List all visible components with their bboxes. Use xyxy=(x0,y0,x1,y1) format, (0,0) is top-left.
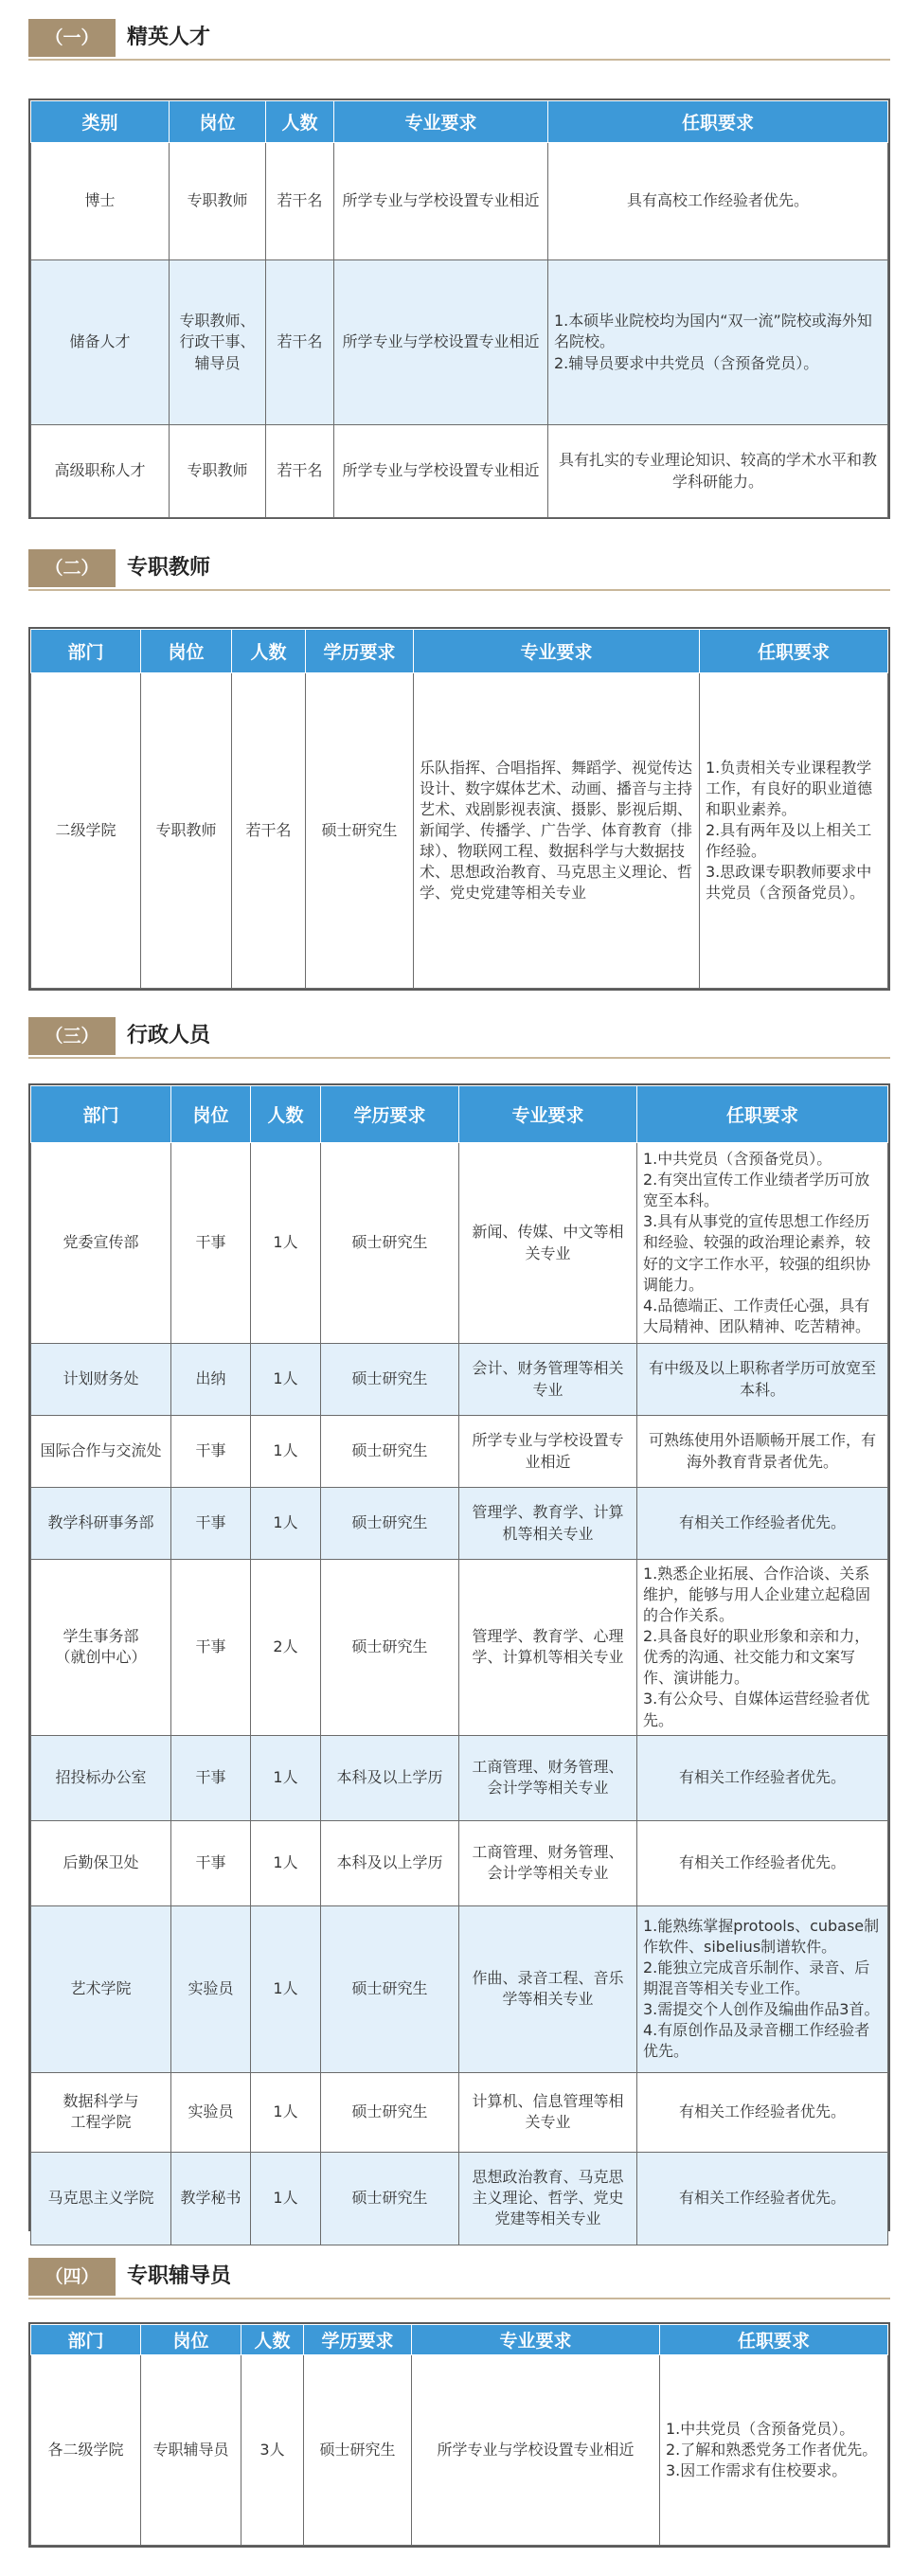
cell: 干事 xyxy=(171,1735,251,1820)
section-tag: （三） xyxy=(28,1017,116,1055)
col-header: 人数 xyxy=(232,630,306,673)
cell: 硕士研究生 xyxy=(306,673,414,989)
col-header: 学历要求 xyxy=(321,1086,459,1143)
cell: 数据科学与 工程学院 xyxy=(31,2072,171,2152)
cell: 干事 xyxy=(171,1820,251,1905)
cell: 管理学、教育学、心理学、计算机等相关专业 xyxy=(459,1560,637,1736)
cell: 招投标办公室 xyxy=(31,1735,171,1820)
cell: 1.负责相关专业课程教学工作，有良好的职业道德和职业素养。 2.具有两年及以上相关工作经验。 3.思政课专职教师要求中共党员（含预备党员）。 xyxy=(700,673,888,989)
cell: 硕士研究生 xyxy=(321,1560,459,1736)
cell: 干事 xyxy=(171,1560,251,1736)
col-header: 专业要求 xyxy=(414,630,700,673)
col-header: 任职要求 xyxy=(700,630,888,673)
col-header: 岗位 xyxy=(170,101,266,143)
section-teacher-header xyxy=(28,549,890,591)
cell: 本科及以上学历 xyxy=(321,1820,459,1905)
col-header: 人数 xyxy=(251,1086,321,1143)
cell: 硕士研究生 xyxy=(304,2355,412,2546)
cell: 1人 xyxy=(251,1416,321,1488)
table-row xyxy=(31,1344,888,1416)
cell: 硕士研究生 xyxy=(321,1416,459,1488)
cell: 1人 xyxy=(251,1143,321,1344)
cell: 专职辅导员 xyxy=(141,2355,241,2546)
table-row xyxy=(31,425,888,518)
col-header: 专业要求 xyxy=(334,101,548,143)
cell: 乐队指挥、合唱指挥、舞蹈学、视觉传达设计、数字媒体艺术、动画、播音与主持艺术、戏剧影视表演、摄影、影视后期、新闻学、传播学、广告学、体育教育（排球）、物联网工程、数据科学与大数据技术、思想政治教育、马克思主义理论、哲学、党史党建等相关专业 xyxy=(414,673,700,989)
cell: 有相关工作经验者优先。 xyxy=(637,2152,888,2245)
cell: 若干名 xyxy=(266,143,334,260)
col-header: 任职要求 xyxy=(660,2325,888,2355)
col-header: 专业要求 xyxy=(412,2325,660,2355)
col-header: 部门 xyxy=(31,2325,141,2355)
table-row xyxy=(31,1488,888,1560)
col-header: 专业要求 xyxy=(459,1086,637,1143)
cell: 工商管理、财务管理、会计学等相关专业 xyxy=(459,1820,637,1905)
col-header: 任职要求 xyxy=(548,101,888,143)
cell: 可熟练使用外语顺畅开展工作，有海外教育背景者优先。 xyxy=(637,1416,888,1488)
cell: 所学专业与学校设置专业相近 xyxy=(412,2355,660,2546)
cell: 所学专业与学校设置专业相近 xyxy=(334,260,548,425)
cell: 有中级及以上职称者学历可放宽至本科。 xyxy=(637,1344,888,1416)
cell: 1.中共党员（含预备党员）。 2.了解和熟悉党务工作者优先。 3.因工作需求有住校要求。 xyxy=(660,2355,888,2546)
cell: 各二级学院 xyxy=(31,2355,141,2546)
cell: 后勤保卫处 xyxy=(31,1820,171,1905)
cell: 教学科研事务部 xyxy=(31,1488,171,1560)
cell: 计算机、信息管理等相关专业 xyxy=(459,2072,637,2152)
cell: 干事 xyxy=(171,1143,251,1344)
section-title: 行政人员 xyxy=(127,1024,211,1047)
col-header: 部门 xyxy=(31,630,141,673)
cell: 1人 xyxy=(251,1488,321,1560)
cell: 作曲、录音工程、音乐学等相关专业 xyxy=(459,1905,637,2072)
cell: 教学秘书 xyxy=(171,2152,251,2245)
section-admin-header xyxy=(28,1017,890,1059)
cell: 硕士研究生 xyxy=(321,1905,459,2072)
elite-table xyxy=(28,98,890,519)
cell: 博士 xyxy=(31,143,170,260)
cell: 计划财务处 xyxy=(31,1344,171,1416)
col-header: 人数 xyxy=(266,101,334,143)
cell: 1.本硕毕业院校均为国内“双一流”院校或海外知名院校。 2.辅导员要求中共党员（含预备党员）。 xyxy=(548,260,888,425)
cell: 有相关工作经验者优先。 xyxy=(637,2072,888,2152)
cell: 所学专业与学校设置专业相近 xyxy=(334,425,548,518)
cell: 有相关工作经验者优先。 xyxy=(637,1488,888,1560)
cell: 马克思主义学院 xyxy=(31,2152,171,2245)
cell: 硕士研究生 xyxy=(321,1143,459,1344)
cell: 实验员 xyxy=(171,2072,251,2152)
admin-table xyxy=(28,1083,890,2231)
section-divider xyxy=(28,1057,890,1059)
col-header: 学历要求 xyxy=(304,2325,412,2355)
cell: 1.能熟练掌握protools、cubase制作软件、sibelius制谱软件。 2.能独立完成音乐制作、录音、后期混音等相关专业工作。 3.需提交个人创作及编曲作品3首。 4.有原创作品及录音棚工作经验者优先。 xyxy=(637,1905,888,2072)
cell: 若干名 xyxy=(232,673,306,989)
cell: 国际合作与交流处 xyxy=(31,1416,171,1488)
cell: 1人 xyxy=(251,1735,321,1820)
table-row xyxy=(31,2355,888,2546)
col-header: 岗位 xyxy=(171,1086,251,1143)
table-row xyxy=(31,2072,888,2152)
cell: 1人 xyxy=(251,2152,321,2245)
col-header: 任职要求 xyxy=(637,1086,888,1143)
cell: 1人 xyxy=(251,1905,321,2072)
section-title: 专职辅导员 xyxy=(127,2264,232,2288)
cell: 储备人才 xyxy=(31,260,170,425)
section-elite-header xyxy=(28,19,890,61)
counselor-table xyxy=(28,2322,890,2548)
col-header: 类别 xyxy=(31,101,170,143)
table-row xyxy=(31,2152,888,2245)
section-title: 专职教师 xyxy=(127,556,211,580)
cell: 所学专业与学校设置专业相近 xyxy=(459,1416,637,1488)
section-divider xyxy=(28,2298,890,2299)
teacher-table xyxy=(28,627,890,991)
cell: 硕士研究生 xyxy=(321,1488,459,1560)
cell: 新闻、传媒、中文等相关专业 xyxy=(459,1143,637,1344)
cell: 若干名 xyxy=(266,425,334,518)
table-row xyxy=(31,1905,888,2072)
cell: 有相关工作经验者优先。 xyxy=(637,1735,888,1820)
table-row xyxy=(31,1416,888,1488)
cell: 3人 xyxy=(241,2355,304,2546)
section-divider xyxy=(28,589,890,591)
col-header: 人数 xyxy=(241,2325,304,2355)
cell: 学生事务部 （就创中心） xyxy=(31,1560,171,1736)
cell: 有相关工作经验者优先。 xyxy=(637,1820,888,1905)
section-title: 精英人才 xyxy=(127,26,211,49)
cell: 实验员 xyxy=(171,1905,251,2072)
cell: 高级职称人才 xyxy=(31,425,170,518)
cell: 专职教师、行政干事、辅导员 xyxy=(170,260,266,425)
cell: 思想政治教育、马克思主义理论、哲学、党史党建等相关专业 xyxy=(459,2152,637,2245)
cell: 所学专业与学校设置专业相近 xyxy=(334,143,548,260)
cell: 干事 xyxy=(171,1488,251,1560)
section-counselor-header xyxy=(28,2258,890,2299)
section-divider xyxy=(28,59,890,61)
cell: 出纳 xyxy=(171,1344,251,1416)
section-tag: （一） xyxy=(28,19,116,57)
cell: 1.熟悉企业拓展、合作洽谈、关系维护，能够与用人企业建立起稳固的合作关系。 2.具备良好的职业形象和亲和力，优秀的沟通、社交能力和文案写作、演讲能力。 3.有公众号、自媒体运营经验者优先。 xyxy=(637,1560,888,1736)
cell: 具有扎实的专业理论知识、较高的学术水平和教学科研能力。 xyxy=(548,425,888,518)
table-row xyxy=(31,143,888,260)
cell: 2人 xyxy=(251,1560,321,1736)
cell: 专职教师 xyxy=(141,673,232,989)
section-tag: （二） xyxy=(28,549,116,587)
cell: 硕士研究生 xyxy=(321,1344,459,1416)
cell: 干事 xyxy=(171,1416,251,1488)
cell: 专职教师 xyxy=(170,143,266,260)
cell: 若干名 xyxy=(266,260,334,425)
cell: 本科及以上学历 xyxy=(321,1735,459,1820)
table-row xyxy=(31,1820,888,1905)
col-header: 岗位 xyxy=(141,2325,241,2355)
cell: 艺术学院 xyxy=(31,1905,171,2072)
cell: 管理学、教育学、计算机等相关专业 xyxy=(459,1488,637,1560)
table-row xyxy=(31,1143,888,1344)
cell: 工商管理、财务管理、会计学等相关专业 xyxy=(459,1735,637,1820)
col-header: 学历要求 xyxy=(306,630,414,673)
table-row xyxy=(31,1735,888,1820)
table-row xyxy=(31,260,888,425)
cell: 专职教师 xyxy=(170,425,266,518)
cell: 具有高校工作经验者优先。 xyxy=(548,143,888,260)
cell: 硕士研究生 xyxy=(321,2072,459,2152)
table-row xyxy=(31,673,888,989)
col-header: 部门 xyxy=(31,1086,171,1143)
cell: 1人 xyxy=(251,1820,321,1905)
cell: 硕士研究生 xyxy=(321,2152,459,2245)
col-header: 岗位 xyxy=(141,630,232,673)
cell: 党委宣传部 xyxy=(31,1143,171,1344)
cell: 会计、财务管理等相关专业 xyxy=(459,1344,637,1416)
table-row xyxy=(31,1560,888,1736)
cell: 二级学院 xyxy=(31,673,141,989)
cell: 1.中共党员（含预备党员）。 2.有突出宣传工作业绩者学历可放宽至本科。 3.具有从事党的宣传思想工作经历和经验、较强的政治理论素养，较好的文字工作水平，较强的组织协调能力。 4.品德端正、工作责任心强，具有大局精神、团队精神、吃苦精神。 xyxy=(637,1143,888,1344)
cell: 1人 xyxy=(251,1344,321,1416)
cell: 1人 xyxy=(251,2072,321,2152)
section-tag: （四） xyxy=(28,2258,116,2296)
